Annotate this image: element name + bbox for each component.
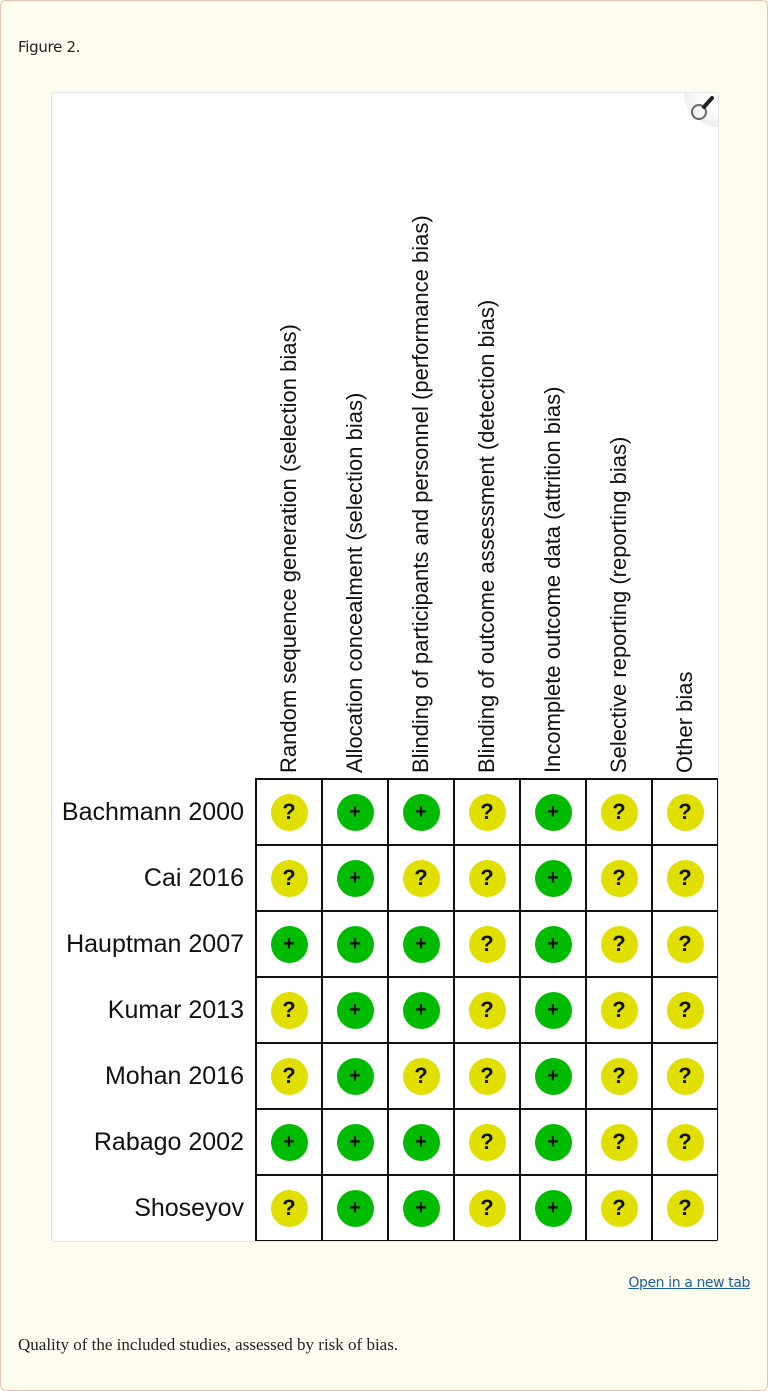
low-risk-icon: + bbox=[403, 926, 440, 963]
column-header bbox=[473, 93, 501, 773]
table-cell bbox=[323, 1110, 387, 1174]
table-cell bbox=[521, 978, 585, 1042]
unclear-risk-icon: ? bbox=[601, 860, 638, 897]
column-header bbox=[341, 93, 369, 773]
low-risk-icon: + bbox=[535, 860, 572, 897]
unclear-risk-icon: ? bbox=[271, 860, 308, 897]
low-risk-icon: + bbox=[337, 926, 374, 963]
table-cell bbox=[389, 780, 453, 844]
low-risk-icon: + bbox=[271, 1124, 308, 1161]
table-cell bbox=[257, 1176, 321, 1240]
table-cell bbox=[455, 912, 519, 976]
column-header bbox=[539, 93, 567, 773]
table-cell bbox=[257, 1110, 321, 1174]
table-cell bbox=[323, 912, 387, 976]
low-risk-icon: + bbox=[337, 794, 374, 831]
table-cell bbox=[323, 1044, 387, 1108]
column-header-label: Blinding of participants and personnel (performance bias) bbox=[408, 215, 433, 773]
column-header bbox=[275, 93, 303, 773]
table-cell bbox=[653, 1110, 717, 1174]
table-cell bbox=[257, 1044, 321, 1108]
table-cell bbox=[389, 1044, 453, 1108]
low-risk-icon: + bbox=[535, 794, 572, 831]
unclear-risk-icon: ? bbox=[667, 1058, 704, 1095]
study-label: Shoseyov bbox=[134, 1194, 244, 1222]
table-cell bbox=[455, 846, 519, 910]
low-risk-icon: + bbox=[403, 992, 440, 1029]
low-risk-icon: + bbox=[337, 1124, 374, 1161]
unclear-risk-icon: ? bbox=[601, 1190, 638, 1227]
unclear-risk-icon: ? bbox=[667, 926, 704, 963]
table-cell bbox=[257, 912, 321, 976]
low-risk-icon: + bbox=[403, 794, 440, 831]
table-cell bbox=[323, 978, 387, 1042]
unclear-risk-icon: ? bbox=[469, 992, 506, 1029]
unclear-risk-icon: ? bbox=[271, 1058, 308, 1095]
unclear-risk-icon: ? bbox=[601, 1058, 638, 1095]
unclear-risk-icon: ? bbox=[601, 926, 638, 963]
unclear-risk-icon: ? bbox=[469, 860, 506, 897]
low-risk-icon: + bbox=[271, 926, 308, 963]
table-cell bbox=[389, 1110, 453, 1174]
table-cell bbox=[587, 846, 651, 910]
unclear-risk-icon: ? bbox=[469, 1190, 506, 1227]
study-label: Kumar 2013 bbox=[107, 996, 244, 1024]
unclear-risk-icon: ? bbox=[667, 1124, 704, 1161]
unclear-risk-icon: ? bbox=[469, 794, 506, 831]
figure-label: Figure 2. bbox=[18, 38, 81, 56]
unclear-risk-icon: ? bbox=[403, 860, 440, 897]
table-cell bbox=[323, 1176, 387, 1240]
low-risk-icon: + bbox=[403, 1124, 440, 1161]
study-label: Cai 2016 bbox=[143, 864, 244, 892]
table-cell bbox=[521, 912, 585, 976]
table-cell bbox=[455, 1110, 519, 1174]
column-header-label: Random sequence generation (selection bias) bbox=[276, 324, 301, 773]
table-cell bbox=[455, 1176, 519, 1240]
low-risk-icon: + bbox=[337, 1190, 374, 1227]
unclear-risk-icon: ? bbox=[271, 992, 308, 1029]
low-risk-icon: + bbox=[535, 992, 572, 1029]
table-cell bbox=[521, 846, 585, 910]
low-risk-icon: + bbox=[337, 1058, 374, 1095]
table-cell bbox=[389, 846, 453, 910]
unclear-risk-icon: ? bbox=[469, 926, 506, 963]
column-header bbox=[407, 93, 435, 773]
table-cell bbox=[257, 780, 321, 844]
table-cell bbox=[323, 780, 387, 844]
unclear-risk-icon: ? bbox=[469, 1058, 506, 1095]
unclear-risk-icon: ? bbox=[403, 1058, 440, 1095]
low-risk-icon: + bbox=[535, 926, 572, 963]
study-label: Hauptman 2007 bbox=[66, 930, 244, 958]
unclear-risk-icon: ? bbox=[667, 1190, 704, 1227]
table-cell bbox=[587, 780, 651, 844]
risk-grid bbox=[255, 778, 719, 1242]
column-header-label: Allocation concealment (selection bias) bbox=[342, 392, 367, 773]
open-in-new-tab-link[interactable]: Open in a new tab bbox=[628, 1275, 750, 1291]
unclear-risk-icon: ? bbox=[601, 1124, 638, 1161]
table-cell bbox=[521, 1044, 585, 1108]
column-header-label: Blinding of outcome assessment (detection bias) bbox=[474, 299, 499, 773]
low-risk-icon: + bbox=[403, 1190, 440, 1227]
unclear-risk-icon: ? bbox=[667, 860, 704, 897]
table-cell bbox=[521, 1176, 585, 1240]
unclear-risk-icon: ? bbox=[469, 1124, 506, 1161]
table-cell bbox=[587, 912, 651, 976]
table-cell bbox=[257, 846, 321, 910]
table-cell bbox=[587, 1110, 651, 1174]
table-cell bbox=[257, 978, 321, 1042]
unclear-risk-icon: ? bbox=[271, 1190, 308, 1227]
table-cell bbox=[587, 1176, 651, 1240]
figure-caption: Quality of the included studies, assessed by risk of bias. bbox=[18, 1335, 399, 1354]
table-cell bbox=[587, 978, 651, 1042]
low-risk-icon: + bbox=[337, 992, 374, 1029]
table-cell bbox=[389, 978, 453, 1042]
column-header-label: Incomplete outcome data (attrition bias) bbox=[540, 386, 565, 773]
study-label: Rabago 2002 bbox=[93, 1128, 244, 1156]
table-cell bbox=[653, 846, 717, 910]
table-cell bbox=[587, 1044, 651, 1108]
study-label: Mohan 2016 bbox=[104, 1062, 244, 1090]
unclear-risk-icon: ? bbox=[601, 992, 638, 1029]
low-risk-icon: + bbox=[535, 1124, 572, 1161]
table-cell bbox=[455, 978, 519, 1042]
table-cell bbox=[455, 780, 519, 844]
study-label: Bachmann 2000 bbox=[61, 798, 244, 826]
table-cell bbox=[653, 1044, 717, 1108]
unclear-risk-icon: ? bbox=[601, 794, 638, 831]
table-cell bbox=[653, 978, 717, 1042]
table-cell bbox=[323, 846, 387, 910]
table-cell bbox=[653, 780, 717, 844]
low-risk-icon: + bbox=[535, 1058, 572, 1095]
table-cell bbox=[389, 912, 453, 976]
column-header bbox=[605, 93, 633, 773]
low-risk-icon: + bbox=[337, 860, 374, 897]
column-header bbox=[671, 93, 699, 773]
table-cell bbox=[521, 780, 585, 844]
column-header-label: Other bias bbox=[672, 671, 697, 773]
table-cell bbox=[653, 1176, 717, 1240]
low-risk-icon: + bbox=[535, 1190, 572, 1227]
unclear-risk-icon: ? bbox=[271, 794, 308, 831]
unclear-risk-icon: ? bbox=[667, 992, 704, 1029]
risk-of-bias-figure[interactable] bbox=[51, 92, 719, 1242]
table-cell bbox=[521, 1110, 585, 1174]
unclear-risk-icon: ? bbox=[667, 794, 704, 831]
table-cell bbox=[389, 1176, 453, 1240]
column-header-label: Selective reporting (reporting bias) bbox=[606, 436, 631, 773]
table-cell bbox=[653, 912, 717, 976]
table-cell bbox=[455, 1044, 519, 1108]
